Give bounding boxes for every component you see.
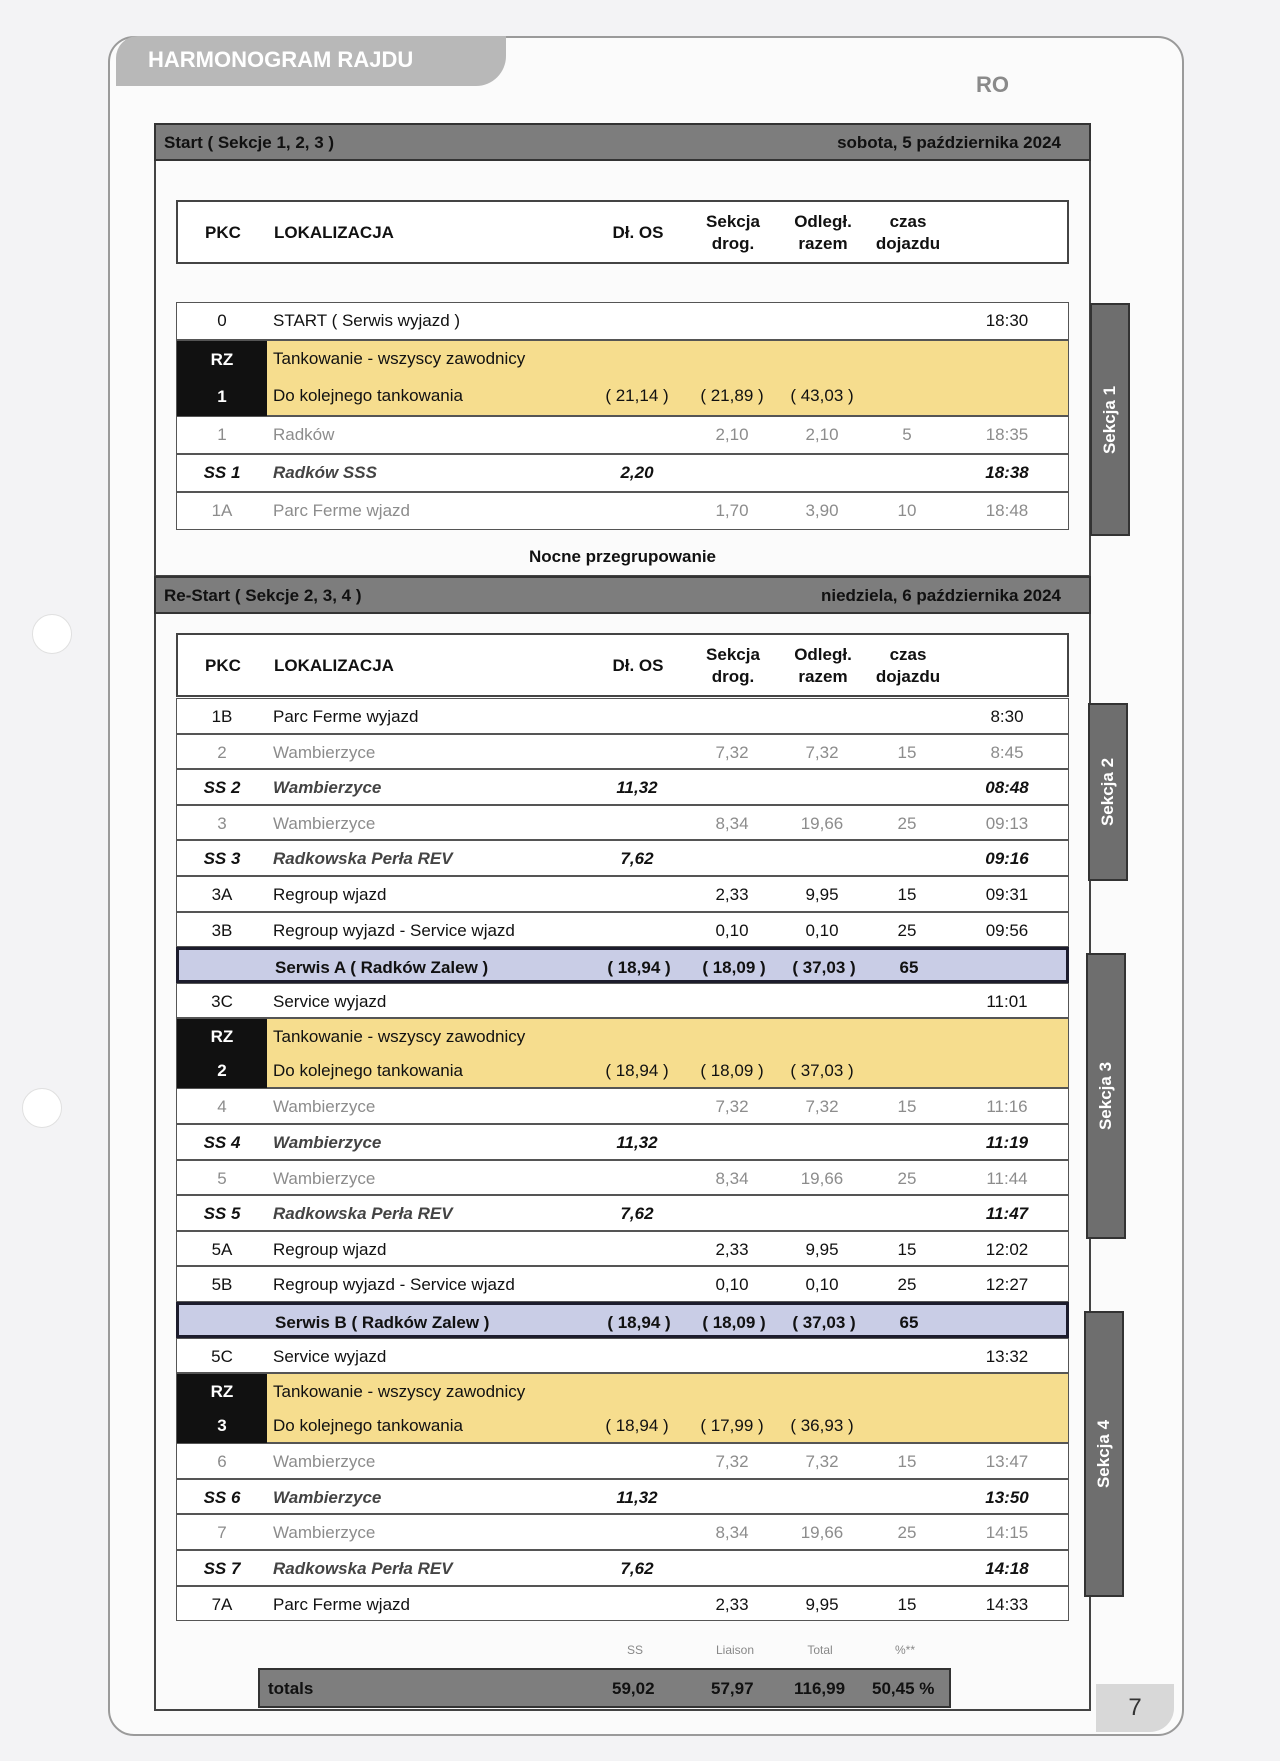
col-sek-1: Sekcja bbox=[706, 645, 760, 664]
cell-dl: ( 18,94 ) bbox=[607, 1313, 671, 1332]
page-number: 7 bbox=[1096, 1684, 1174, 1732]
day2-label: Re-Start ( Sekcje 2, 3, 4 ) bbox=[164, 586, 362, 605]
cell-time: 13:32 bbox=[985, 1346, 1029, 1366]
stage-row bbox=[176, 840, 1069, 876]
cell-loc: Radkowska Perła REV bbox=[273, 849, 453, 869]
cell-odl: 2,10 bbox=[805, 425, 839, 444]
cell-czas: 25 bbox=[897, 1168, 917, 1188]
cell-dl: 11,32 bbox=[616, 1133, 658, 1152]
totals-total: 116,99 bbox=[794, 1679, 846, 1698]
cell-dl: 2,20 bbox=[620, 463, 654, 482]
cell-time: 11:44 bbox=[986, 1168, 1028, 1188]
cell-pkc: SS 5 bbox=[203, 1204, 241, 1224]
cell-odl: 19,66 bbox=[800, 1523, 844, 1543]
cell-dl: 11,32 bbox=[616, 778, 658, 798]
totals-head-liaison: Liaison bbox=[715, 1643, 755, 1657]
tab-sekcja-2 bbox=[1088, 703, 1128, 881]
cell-dl: ( 18,94 ) bbox=[605, 1061, 669, 1081]
stage-row bbox=[176, 454, 1069, 492]
cell-sek: 2,33 bbox=[715, 1594, 749, 1614]
cell-pkc: 5A bbox=[211, 1239, 233, 1259]
cell-odl: 19,66 bbox=[800, 1168, 844, 1188]
cell-sek: ( 18,09 ) bbox=[702, 958, 766, 978]
cell-odl: 9,95 bbox=[805, 1594, 839, 1614]
stage-row bbox=[176, 1550, 1069, 1586]
document-title: HARMONOGRAM RAJDU bbox=[116, 36, 506, 86]
cell-sek: 1,70 bbox=[715, 501, 749, 520]
cell-czas: 15 bbox=[897, 1097, 917, 1117]
cell-loc: Parc Ferme wyjazd bbox=[273, 707, 419, 726]
cell-sek: ( 17,99 ) bbox=[700, 1416, 764, 1436]
cell-loc: Wambierzyce bbox=[273, 742, 376, 762]
cell-pkc: 1A bbox=[211, 501, 233, 520]
column-header-1 bbox=[176, 200, 1069, 264]
col-pkc: PKC bbox=[205, 223, 241, 242]
table-row bbox=[176, 1514, 1069, 1550]
cell-pkc: SS 6 bbox=[203, 1487, 241, 1507]
night-regroup: Nocne przegrupowanie bbox=[528, 547, 717, 566]
cell-czas: 25 bbox=[897, 1275, 917, 1295]
cell-odl: 9,95 bbox=[805, 1239, 839, 1259]
cell-sek: ( 18,09 ) bbox=[700, 1061, 764, 1081]
tab-label: Sekcja 2 bbox=[1098, 757, 1117, 827]
col-czas-2: dojazdu bbox=[875, 667, 941, 686]
col-loc: LOKALIZACJA bbox=[274, 656, 394, 675]
cell-loc: Regroup wyjazd - Service wjazd bbox=[273, 920, 515, 940]
cell-loc: Radkowska Perła REV bbox=[273, 1204, 453, 1224]
cell-loc: Wambierzyce bbox=[273, 778, 382, 798]
cell-sek: 7,32 bbox=[715, 742, 749, 762]
cell-dl: 7,62 bbox=[620, 1204, 654, 1224]
table-row bbox=[176, 912, 1069, 948]
col-czas-1: czas bbox=[889, 645, 927, 664]
stage-row bbox=[176, 1195, 1069, 1231]
cell-loc: Do kolejnego tankowania bbox=[273, 386, 463, 405]
cell-dl: ( 18,94 ) bbox=[605, 1416, 669, 1436]
cell-sek: 8,34 bbox=[715, 813, 749, 833]
cell-odl: 7,32 bbox=[805, 1097, 839, 1117]
cell-loc: Wambierzyce bbox=[273, 1452, 376, 1472]
totals-head-total: Total bbox=[807, 1643, 833, 1657]
cell-pkc: 6 bbox=[217, 1452, 227, 1472]
day2-date: niedziela, 6 października 2024 bbox=[820, 586, 1061, 605]
cell-odl: ( 43,03 ) bbox=[790, 386, 854, 405]
col-dl: Dł. OS bbox=[612, 223, 664, 242]
refuel-zone-marker: RZ bbox=[177, 341, 267, 379]
cell-sek: 8,34 bbox=[715, 1168, 749, 1188]
cell-czas: 25 bbox=[897, 1523, 917, 1543]
day2-header bbox=[154, 576, 1091, 614]
cell-czas: 65 bbox=[899, 1313, 919, 1332]
tab-sekcja-1 bbox=[1090, 303, 1130, 536]
punch-hole bbox=[22, 1088, 62, 1128]
column-header-2 bbox=[176, 633, 1069, 697]
cell-time: 14:33 bbox=[985, 1594, 1029, 1614]
table-row bbox=[176, 1088, 1069, 1124]
cell-odl: 3,90 bbox=[805, 501, 839, 520]
punch-hole bbox=[32, 614, 72, 654]
cell-dl: ( 21,14 ) bbox=[605, 386, 669, 405]
tab-label: Sekcja 1 bbox=[1100, 385, 1119, 454]
tab-sekcja-4 bbox=[1084, 1311, 1124, 1597]
cell-loc: START ( Serwis wyjazd ) bbox=[273, 311, 461, 330]
cell-loc: Wambierzyce bbox=[273, 1487, 382, 1507]
refuel-row bbox=[176, 340, 1069, 378]
table-row bbox=[176, 1338, 1069, 1374]
cell-time: 18:35 bbox=[985, 425, 1029, 444]
cell-sek: 0,10 bbox=[715, 920, 749, 940]
cell-time: 11:19 bbox=[985, 1133, 1029, 1152]
cell-loc: Radkowska Perła REV bbox=[273, 1559, 453, 1578]
col-odl-1: Odległ. bbox=[794, 212, 852, 231]
table-row bbox=[176, 492, 1069, 530]
cell-loc: Parc Ferme wjazd bbox=[273, 1594, 410, 1614]
totals-label: totals bbox=[268, 1679, 314, 1698]
cell-pkc: 3B bbox=[211, 920, 233, 940]
cell-loc: Do kolejnego tankowania bbox=[273, 1416, 463, 1436]
cell-time: 18:30 bbox=[985, 311, 1029, 330]
cell-odl: ( 36,93 ) bbox=[790, 1416, 854, 1436]
cell-odl: 9,95 bbox=[805, 885, 839, 904]
totals-pct: 50,45 % bbox=[872, 1679, 935, 1698]
cell-odl: 0,10 bbox=[805, 1275, 839, 1295]
totals-ss: 59,02 bbox=[612, 1679, 655, 1698]
cell-pkc: 5C bbox=[211, 1346, 233, 1366]
cell-loc: Serwis B ( Radków Zalew ) bbox=[275, 1313, 490, 1332]
cell-pkc: 5B bbox=[211, 1275, 233, 1295]
refuel-zone-marker: 1 bbox=[177, 378, 267, 416]
col-czas-1: czas bbox=[889, 212, 927, 231]
cell-time: 14:15 bbox=[985, 1523, 1029, 1543]
cell-loc: Wambierzyce bbox=[273, 1168, 376, 1188]
table-row bbox=[176, 1586, 1069, 1622]
table-row bbox=[176, 1231, 1069, 1267]
totals-row bbox=[258, 1668, 951, 1708]
cell-time: 09:16 bbox=[985, 849, 1029, 869]
cell-loc: Service wyjazd bbox=[273, 1346, 387, 1366]
refuel-zone-marker: 3 bbox=[177, 1408, 267, 1443]
cell-odl: 7,32 bbox=[805, 1452, 839, 1472]
cell-pkc: 0 bbox=[217, 311, 227, 330]
col-sek-1: Sekcja bbox=[706, 212, 760, 231]
cell-time: 12:02 bbox=[985, 1239, 1029, 1259]
cell-loc: Wambierzyce bbox=[273, 1097, 376, 1117]
cell-loc: Tankowanie - wszyscy zawodnicy bbox=[273, 349, 526, 368]
refuel-row bbox=[176, 1373, 1069, 1408]
refuel-row bbox=[176, 1053, 1069, 1088]
table-row bbox=[176, 734, 1069, 770]
cell-pkc: 4 bbox=[217, 1097, 227, 1117]
cell-czas: 15 bbox=[897, 885, 917, 904]
cell-loc: Do kolejnego tankowania bbox=[273, 1061, 463, 1081]
refuel-row bbox=[176, 1408, 1069, 1443]
cell-time: 8:45 bbox=[990, 742, 1024, 762]
stage-row bbox=[176, 1479, 1069, 1515]
cell-time: 09:13 bbox=[985, 813, 1029, 833]
tab-label: Sekcja 4 bbox=[1094, 1419, 1113, 1489]
cell-pkc: SS 1 bbox=[203, 463, 241, 482]
table-row bbox=[176, 876, 1069, 912]
cell-odl: 0,10 bbox=[805, 920, 839, 940]
cell-dl: ( 18,94 ) bbox=[607, 958, 671, 978]
cell-czas: 15 bbox=[897, 1594, 917, 1614]
table-row bbox=[176, 1160, 1069, 1196]
refuel-zone-marker: RZ bbox=[177, 1374, 267, 1409]
cell-time: 18:38 bbox=[985, 463, 1029, 482]
stage-row bbox=[176, 1124, 1069, 1160]
cell-czas: 5 bbox=[902, 425, 912, 444]
cell-czas: 25 bbox=[897, 920, 917, 940]
cell-odl: ( 37,03 ) bbox=[790, 1061, 854, 1081]
cell-time: 13:47 bbox=[985, 1452, 1029, 1472]
cell-time: 11:16 bbox=[986, 1097, 1028, 1117]
cell-sek: ( 21,89 ) bbox=[700, 386, 764, 405]
col-czas-2: dojazdu bbox=[875, 234, 941, 253]
cell-czas: 65 bbox=[899, 958, 919, 978]
col-sek-2: drog. bbox=[711, 234, 755, 253]
col-odl-2: razem bbox=[798, 667, 848, 686]
cell-loc: Service wyjazd bbox=[273, 991, 387, 1011]
cell-pkc: 3C bbox=[211, 991, 233, 1011]
cell-odl: ( 37,03 ) bbox=[792, 1313, 856, 1332]
cell-sek: 8,34 bbox=[715, 1523, 749, 1543]
refuel-row bbox=[176, 378, 1069, 416]
col-pkc: PKC bbox=[205, 656, 241, 675]
cell-pkc: SS 3 bbox=[203, 849, 241, 869]
cell-time: 18:48 bbox=[985, 501, 1029, 520]
cell-time: 8:30 bbox=[990, 707, 1024, 726]
cell-odl: ( 37,03 ) bbox=[792, 958, 856, 978]
tab-sekcja-3 bbox=[1086, 953, 1126, 1239]
stage-row bbox=[176, 769, 1069, 805]
cell-pkc: 3 bbox=[217, 813, 227, 833]
service-row bbox=[176, 1302, 1069, 1338]
day1-label: Start ( Sekcje 1, 2, 3 ) bbox=[164, 133, 335, 152]
refuel-row bbox=[176, 1018, 1069, 1053]
table-row bbox=[176, 1443, 1069, 1479]
cell-sek: 2,33 bbox=[715, 885, 749, 904]
cell-loc: Regroup wyjazd - Service wjazd bbox=[273, 1275, 515, 1295]
table-row bbox=[176, 805, 1069, 841]
table-row bbox=[176, 698, 1069, 734]
cell-czas: 15 bbox=[897, 1452, 917, 1472]
cell-odl: 7,32 bbox=[805, 742, 839, 762]
cell-pkc: 2 bbox=[217, 742, 227, 762]
cell-loc: Parc Ferme wjazd bbox=[273, 501, 410, 520]
table-row bbox=[176, 302, 1069, 340]
cell-czas: 25 bbox=[897, 813, 917, 833]
cell-loc: Regroup wjazd bbox=[273, 1239, 387, 1259]
cell-loc: Tankowanie - wszyscy zawodnicy bbox=[273, 1382, 526, 1402]
cell-loc: Wambierzyce bbox=[273, 1133, 382, 1152]
cell-czas: 15 bbox=[897, 742, 917, 762]
cell-dl: 7,62 bbox=[620, 849, 654, 869]
day1-header bbox=[154, 123, 1091, 161]
cell-sek: ( 18,09 ) bbox=[702, 1313, 766, 1332]
cell-time: 11:01 bbox=[986, 991, 1028, 1011]
cell-pkc: 7A bbox=[211, 1594, 233, 1614]
cell-pkc: 1 bbox=[217, 425, 227, 444]
cell-czas: 10 bbox=[897, 501, 917, 520]
cell-loc: Serwis A ( Radków Zalew ) bbox=[275, 958, 489, 978]
cell-loc: Radków bbox=[273, 425, 335, 444]
cell-sek: 0,10 bbox=[715, 1275, 749, 1295]
cell-loc: Wambierzyce bbox=[273, 1523, 376, 1543]
cell-pkc: 3A bbox=[211, 885, 233, 904]
cell-sek: 7,32 bbox=[715, 1452, 749, 1472]
cell-time: 14:18 bbox=[985, 1559, 1029, 1578]
cell-loc: Tankowanie - wszyscy zawodnicy bbox=[273, 1027, 526, 1047]
col-sek-2: drog. bbox=[711, 667, 755, 686]
cell-time: 09:31 bbox=[985, 885, 1029, 904]
cell-sek: 7,32 bbox=[715, 1097, 749, 1117]
totals-liaison: 57,97 bbox=[711, 1679, 754, 1698]
cell-time: 12:27 bbox=[985, 1275, 1029, 1295]
col-odl-1: Odległ. bbox=[794, 645, 852, 664]
cell-time: 08:48 bbox=[985, 778, 1029, 798]
day1-date: sobota, 5 października 2024 bbox=[837, 133, 1061, 152]
cell-time: 13:50 bbox=[985, 1487, 1029, 1507]
cell-pkc: 7 bbox=[217, 1523, 227, 1543]
cell-time: 11:47 bbox=[985, 1204, 1029, 1224]
col-loc: LOKALIZACJA bbox=[274, 223, 394, 242]
col-odl-2: razem bbox=[798, 234, 848, 253]
table-row bbox=[176, 1266, 1069, 1302]
cell-sek: 2,33 bbox=[715, 1239, 749, 1259]
cell-pkc: SS 7 bbox=[203, 1559, 241, 1578]
refuel-zone-marker: RZ bbox=[177, 1019, 267, 1054]
service-row bbox=[176, 947, 1069, 983]
cell-sek: 2,10 bbox=[715, 425, 749, 444]
cell-pkc: SS 4 bbox=[203, 1133, 241, 1152]
cell-czas: 15 bbox=[897, 1239, 917, 1259]
cell-pkc: 5 bbox=[217, 1168, 227, 1188]
refuel-zone-marker: 2 bbox=[177, 1053, 267, 1088]
tab-label: Sekcja 3 bbox=[1096, 1061, 1115, 1131]
table-row bbox=[176, 416, 1069, 454]
col-dl: Dł. OS bbox=[612, 656, 664, 675]
totals-head-pct: %** bbox=[894, 1643, 915, 1657]
cell-odl: 19,66 bbox=[800, 813, 844, 833]
cell-time: 09:56 bbox=[985, 920, 1029, 940]
language-code: RO bbox=[976, 72, 1009, 97]
cell-loc: Radków SSS bbox=[273, 463, 377, 482]
cell-pkc: SS 2 bbox=[203, 778, 241, 798]
table-row bbox=[176, 983, 1069, 1019]
cell-dl: 7,62 bbox=[620, 1559, 654, 1578]
cell-dl: 11,32 bbox=[616, 1487, 658, 1507]
cell-loc: Regroup wjazd bbox=[273, 885, 387, 904]
cell-loc: Wambierzyce bbox=[273, 813, 376, 833]
totals-head-ss: SS bbox=[626, 1643, 643, 1657]
cell-pkc: 1B bbox=[211, 707, 233, 726]
